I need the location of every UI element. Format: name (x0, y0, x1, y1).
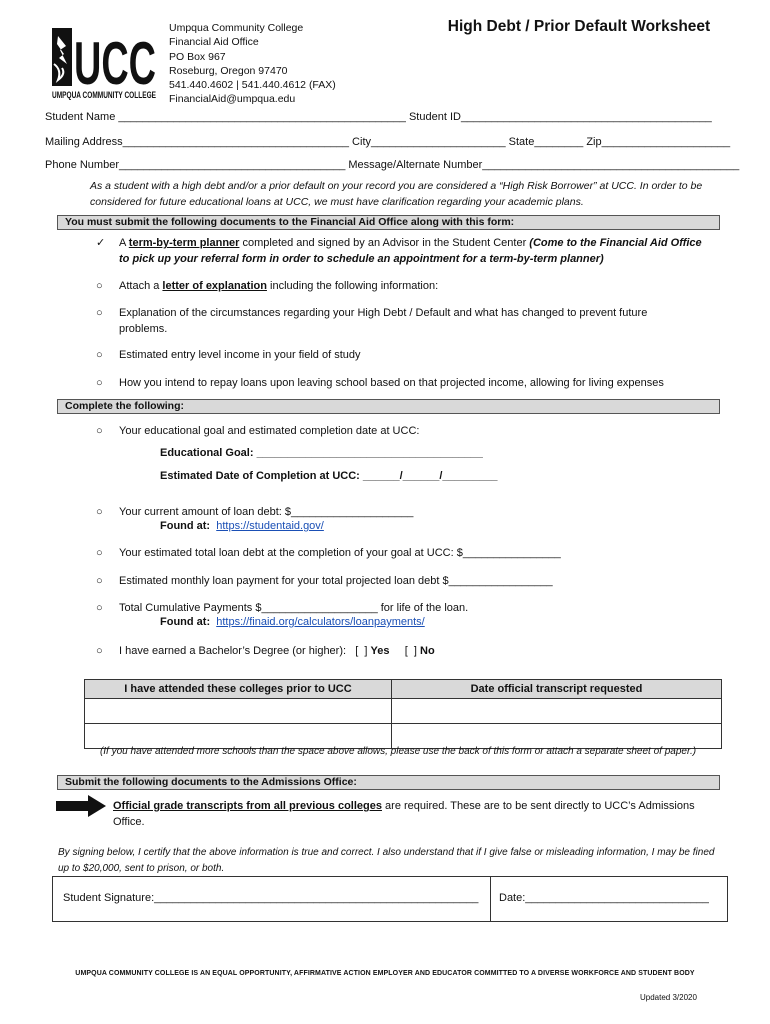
colleges-table (84, 679, 722, 749)
checkmark-icon: ✓ (96, 237, 106, 249)
circle-bullet-icon: ○ (96, 425, 103, 437)
student-signature-field[interactable]: Student Signature:_____________________________________________________ (63, 892, 479, 904)
table-header-row (85, 680, 722, 699)
found-at-studentaid: Found at: https://studentaid.gov/ (160, 520, 324, 532)
list-item-term-planner: ✓ A term-by-term planner completed and signed by an Advisor in the Student Center (Come to the Financial Aid Office to pick up your referral form in order to schedule an appointment for a term-by-term planner) (96, 237, 702, 265)
intro-text: As a student with a high debt and/or a prior default on your record you are considered a “High Risk Borrower” at UCC. In order to be considered for future educational loans at UCC, we must have clarification regarding your academic plans. (90, 180, 703, 208)
circle-bullet-icon: ○ (96, 349, 103, 361)
mailing-address-field[interactable]: Mailing Address_____________________________________ City______________________ State________ Zip_____________________ (45, 136, 731, 148)
table-cell[interactable] (85, 724, 392, 749)
address-line: 541.440.4602 | 541.440.4612 (FAX) (169, 79, 336, 92)
address-line: Umpqua Community College (169, 22, 304, 34)
circle-bullet-icon: ○ (96, 575, 103, 587)
table-header: Date official transcript requested (392, 680, 722, 699)
ucc-logo (52, 24, 156, 102)
finaid-link[interactable]: https://finaid.org/calculators/loanpayments/ (216, 616, 425, 628)
table-note: (If you have attended more schools than the space above allows, please use the back of this form or attach a separate sheet of paper.) (99, 746, 697, 757)
table-row (85, 699, 722, 724)
address-line: Financial Aid Office (169, 36, 259, 49)
term-planner-link: term-by-term planner (128, 237, 240, 249)
address-block (169, 21, 336, 107)
arrow-right-icon (56, 795, 106, 817)
table-cell[interactable] (85, 699, 392, 724)
page-title: High Debt / Prior Default Worksheet (447, 18, 711, 35)
address-line: FinancialAid@umpqua.edu (169, 93, 296, 106)
section-heading-complete: Complete the following: (57, 399, 720, 414)
divider (490, 877, 491, 921)
student-name-id-field[interactable]: Student Name _______________________________________________ Student ID_________________________________________ (45, 111, 712, 123)
ucc-logo-graphic (52, 24, 156, 102)
found-at-finaid: Found at: https://finaid.org/calculators/loanpayments/ (160, 616, 425, 628)
section-heading-admissions: Submit the following documents to the Admissions Office: (57, 775, 720, 790)
circle-bullet-icon: ○ (96, 602, 103, 614)
educational-goal-field[interactable]: Educational Goal: _____________________________________ (160, 447, 483, 459)
circle-bullet-icon: ○ (96, 547, 103, 559)
logo-subtext: UMPQUA COMMUNITY COLLEGE (52, 90, 156, 100)
circle-bullet-icon: ○ (96, 645, 103, 657)
completion-date-field[interactable]: Estimated Date of Completion at UCC: ______/______/_________ (160, 470, 498, 482)
footer-statement: UMPQUA COMMUNITY COLLEGE IS AN EQUAL OPPORTUNITY, AFFIRMATIVE ACTION EMPLOYER AND EDUCATOR COMMITTED TO A DIVERSE WORKFORCE AND STUDENT BODY (75, 970, 695, 977)
table-row (85, 724, 722, 749)
certification-text: By signing below, I certify that the above information is true and correct. I also understand that if I give false or misleading information, I may be fined up to $20,000, sent to prison, or both. (58, 847, 715, 874)
admissions-item: Official grade transcripts from all previous colleges are required. These are to be sent directly to UCC’s Admissions Office. (113, 800, 695, 828)
circle-bullet-icon: ○ (96, 307, 103, 319)
table-header: I have attended these colleges prior to UCC (85, 680, 392, 699)
logo-text: UCC (74, 30, 156, 97)
signature-box (52, 876, 728, 922)
address-line: Roseburg, Oregon 97470 (169, 64, 288, 77)
phone-number-field[interactable]: Phone Number_____________________________________ Message/Alternate Number__________________________________________ (45, 159, 740, 171)
table-cell[interactable] (392, 724, 722, 749)
circle-bullet-icon: ○ (96, 280, 103, 292)
circle-bullet-icon: ○ (96, 377, 103, 389)
updated-date: Updated 3/2020 (640, 993, 697, 1002)
section-heading-financial-aid: You must submit the following documents to the Financial Aid Office along with this form: (57, 215, 720, 230)
yes-option[interactable]: Yes (370, 645, 390, 657)
date-field[interactable]: Date:______________________________ (499, 892, 709, 904)
circle-bullet-icon: ○ (96, 506, 103, 518)
address-line: PO Box 967 (169, 50, 226, 63)
table-cell[interactable] (392, 699, 722, 724)
studentaid-link[interactable]: https://studentaid.gov/ (216, 520, 324, 532)
no-option[interactable]: No (420, 645, 435, 657)
